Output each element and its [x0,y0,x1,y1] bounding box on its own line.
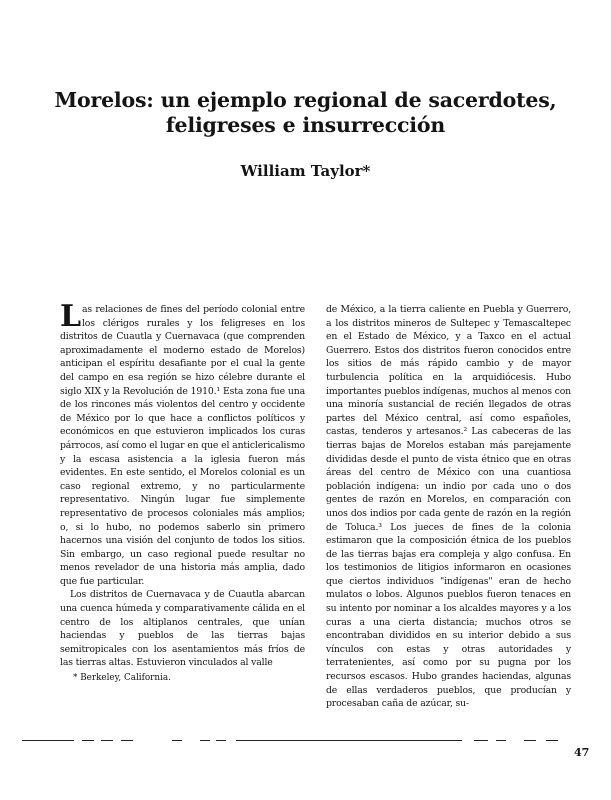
rule-segment [474,740,488,741]
rule-segment [524,740,536,741]
rule-segment [496,740,506,741]
article-title [0,88,611,138]
footnote: * Berkeley, California. [73,673,171,683]
paragraph: de México, a la tierra caliente en Puebla y Guerrero, a los distritos mineros de Sultepec y Temascaltepec en el Estado de México, y a Taxco en el actual Guerrero. Estos dos distritos fueron conocidos entre los sitios de más rápido cambio y de mayor turbulencia política en la arquidiócesis. Hubo importantes pueblos indígenas, muchos al menos con una minoría sustancial de recién llegados de otras partes del México central, así como españoles, castas, tenderos y artesanos.² Las cabeceras de las tierras bajas de Morelos estaban más parejamente divididas desde el punto de vista étnico que en otras áreas del centro de México con una cuantiosa población indígena: un indio por cada uno o dos gentes de razón en Morelos, en comparación con unos dos indios por cada gente de razón en la región de Toluca.³ Los jueces de fines de la colonia estimaron que la composición étnica de los pueblos de las tierras bajas era compleja y algo confusa. En los testimonios de litigios informaron en ocasiones que ciertos individuos "indígenas" eran de hecho mulatos o lobos. Algunos pueblos fueron tenaces en su intento por nominar a los alcaldes mayores y a los curas a una cierta distancia; muchos otros se encontraban divididos en su interior debido a sus vínculos con estas y otras autoridades y terratenientes, así como por su pugna por los recursos escasos. Hubo grandes haciendas, algunas de ellas verdaderos pueblos, que producían y procesaban caña de azúcar, su- [326,304,571,710]
rule-segment [546,740,558,741]
rule-segment [172,740,182,741]
article-title-line-2: feligreses e insurrección [165,113,446,137]
rule-segment [121,740,133,741]
paragraph [60,299,305,588]
rule-segment [22,740,74,741]
rule-segment [236,740,462,741]
article-title-line-1: Morelos: un ejemplo regional de sacerdotes, [54,88,557,112]
rule-segment [216,740,226,741]
paragraph: Los distritos de Cuernavaca y de Cuautla abarcan una cuenca húmeda y comparativamente cálida en el centro de los altiplanos centrales, que unían haciendas y pueblos de las tierras bajas semitropicales con los asentamientos más fríos de las tierras altas. Estuvieron vinculados al valle [60,589,305,669]
body-column-left [60,299,305,670]
rule-segment [200,740,210,741]
paragraph-text: as relaciones de fines del período colonial entre los clérigos rurales y los feligreses en los distritos de Cuautla y Cuernavaca (que comprenden aproximadamente el moderno estado de Morelos) anticipan el espíritu desafiante por el cual la gente del campo en esa región se hizo célebre durante el siglo XIX y la Revolución de 1910.¹ Esta zona fue una de los rincones más violentos del centro y occidente de México por lo que hace a conflictos políticos y económicos en que estuvieron implicados los curas párrocos, así como el lugar en que el anticlericalismo y la escasa asistencia a la iglesia fueron más evidentes. En este sentido, el Morelos colonial es un caso regional extremo, y no particularmente representativo. Ningún lugar fue simplemente representativo de procesos coloniales más amplios; o, si lo hubo, no podemos saberlo sin primero hacernos una visión del conjunto de todos los sitios. Sin embargo, un caso regional puede resultar no menos revelador de una historia más amplia, dado que fue particular. [60,304,305,587]
drop-cap: L [60,299,81,334]
author-name: William Taylor* [240,162,371,180]
page-number: 47 [574,746,590,759]
rule-segment [82,740,94,741]
rule-segment [101,740,113,741]
body-column-right [326,303,571,711]
